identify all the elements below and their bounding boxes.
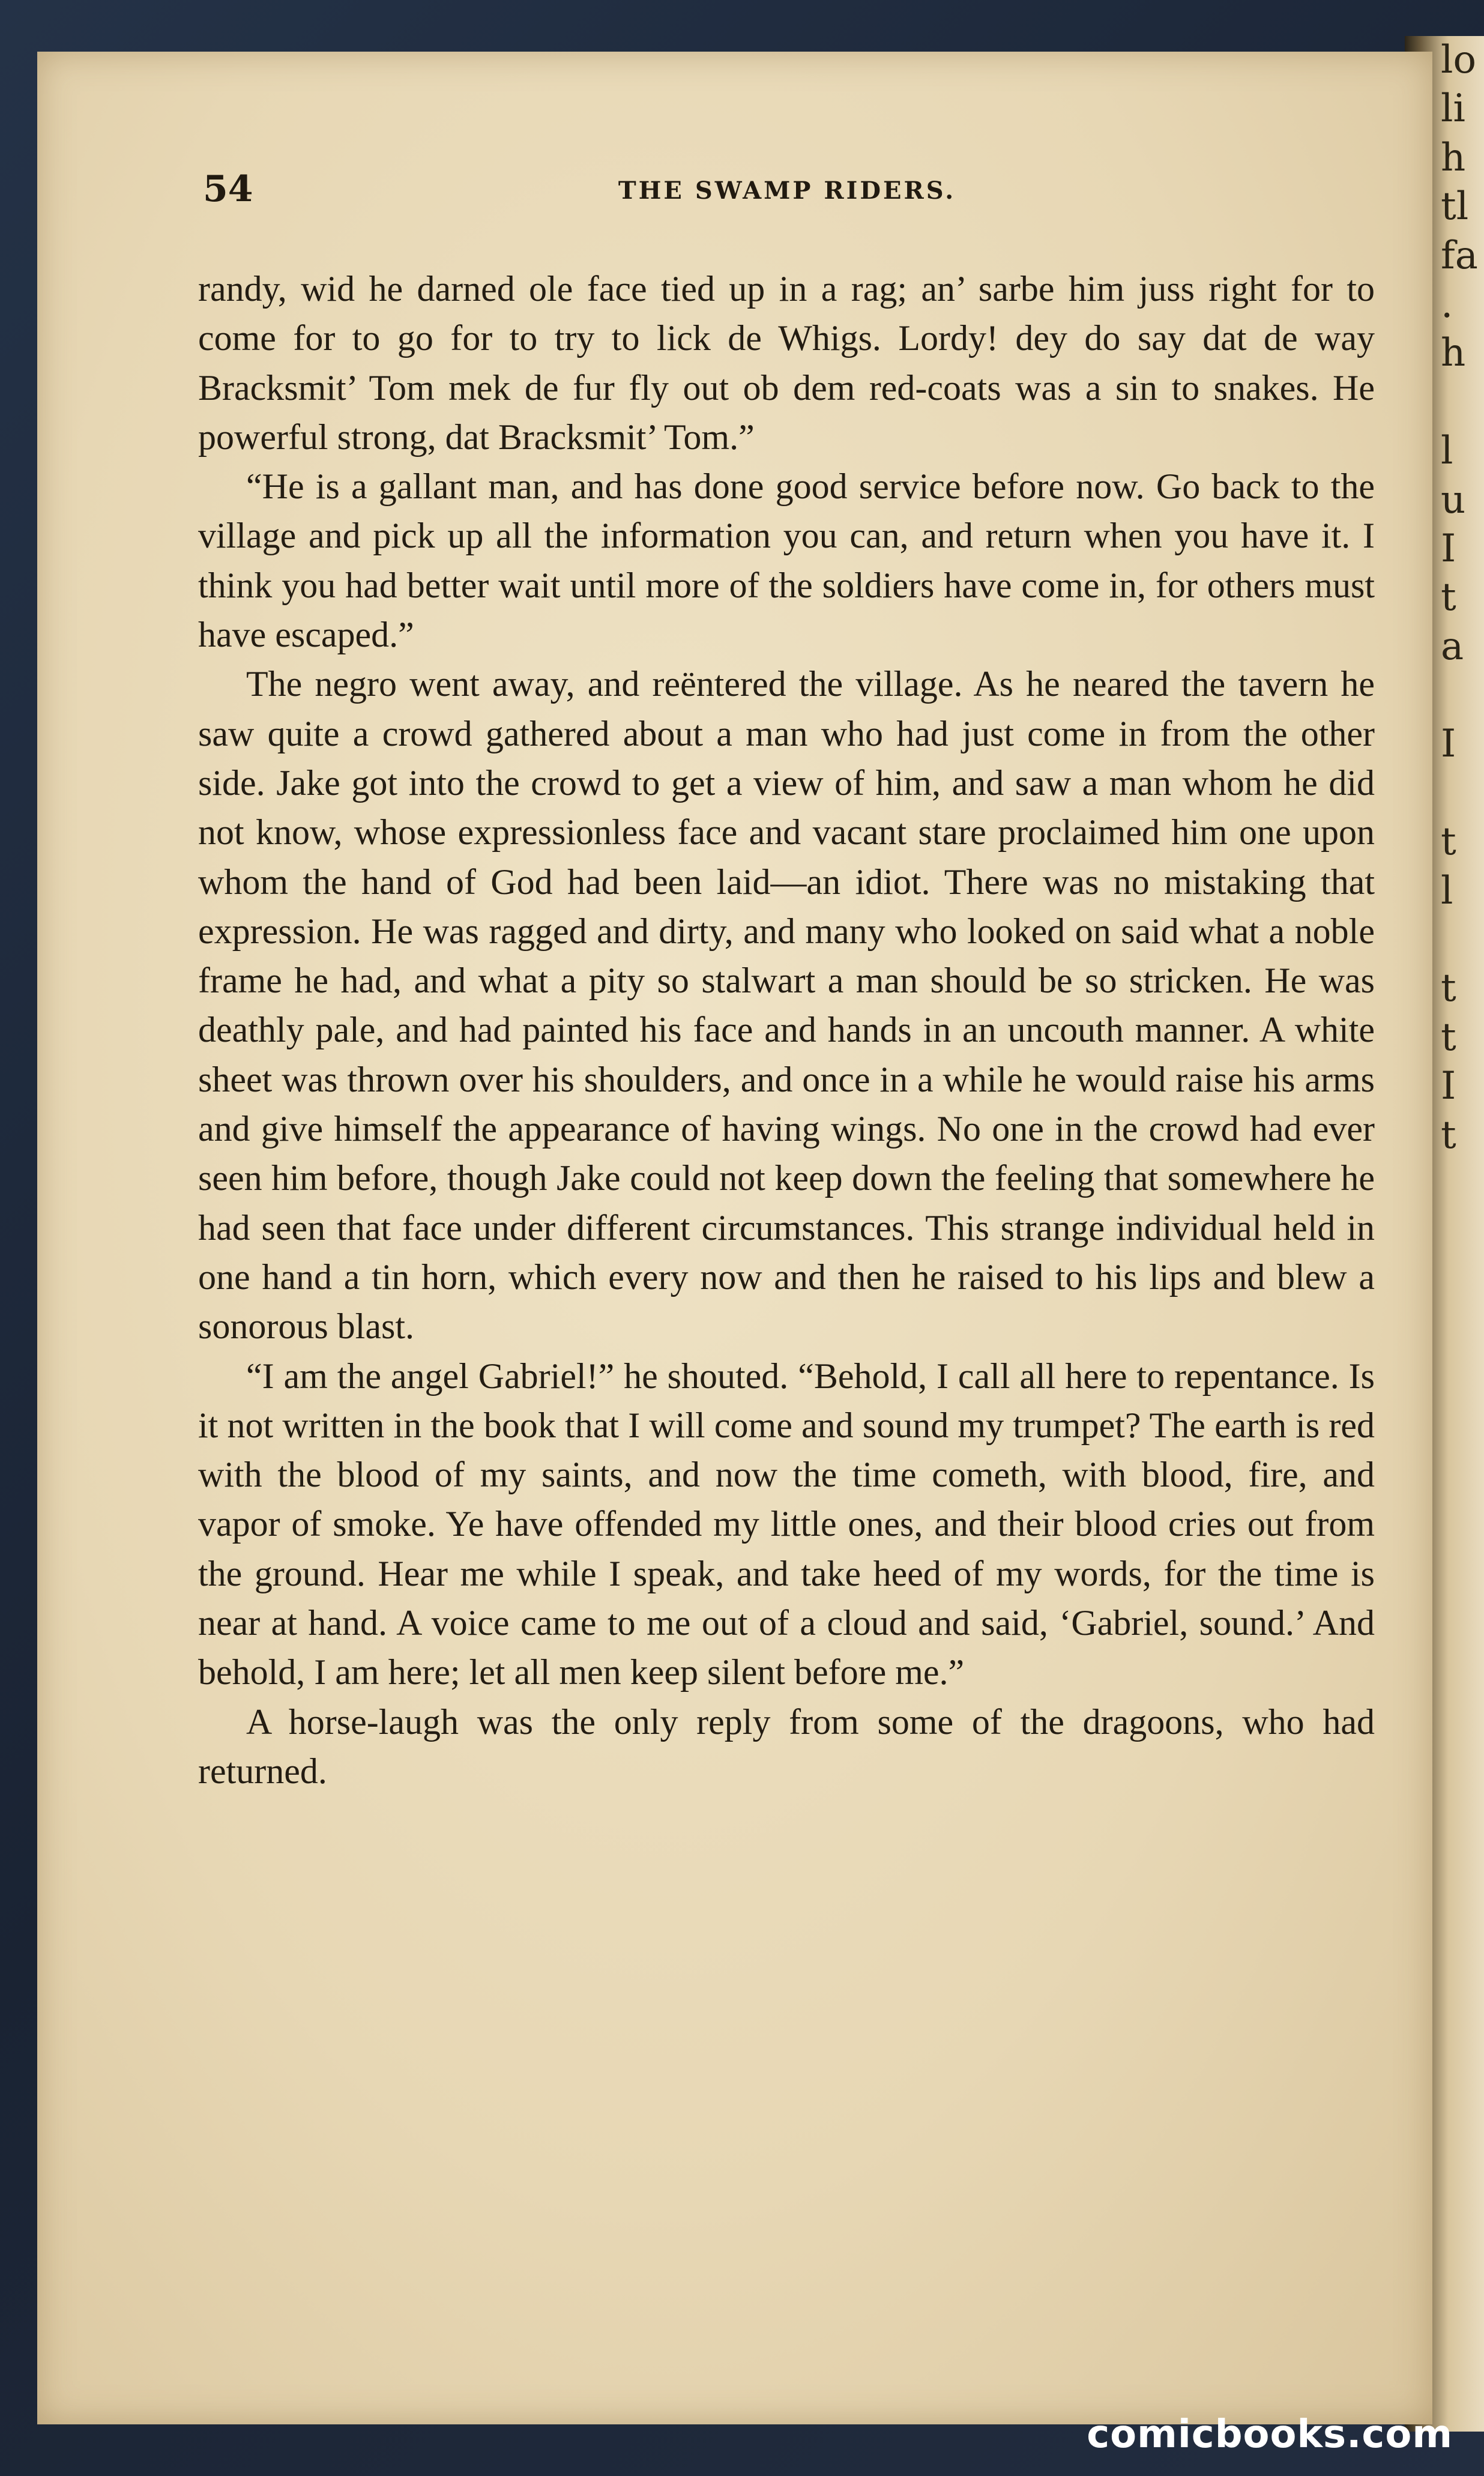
paragraph-2: “He is a gallant man, and has done good service before now. Go back to the village and pick up all the information you can, and return when you have it. I think you had better wait until more of the soldiers have come in, for others must have escaped.” [198, 467, 1375, 655]
facing-page-fragment: t [1441, 575, 1456, 620]
paragraph-5: A horse-laugh was the only reply from some of the dragoons, who had returned. [198, 1701, 1375, 1791]
site-watermark: comicbooks.com [1087, 2412, 1453, 2457]
facing-page-fragment: t [1441, 1113, 1456, 1158]
paragraph-3: The negro went away, and reëntered the village. As he neared the tavern he saw quite a crowd gathered about a man who had just come in from the other side. Jake got into the crowd to get a view of him, and saw a man whom he did not know, whose expressionless face and vacant stare proclaimed him one upon whom the hand of God had been laid—an idiot. There was no mistaking that expression. He was ragged and dirty, and many who looked on said what a noble frame he had, and what a pity so stalwart a man should be so stricken. He was deathly pale, and had painted his face and hands in an uncouth manner. A white sheet was thrown over his shoulders, and once in a while he would raise his arms and give himself the appearance of having wings. No one in the crowd had ever seen him before, though Jake could not keep down the feeling that somewhere he had seen that face under different circumstances. This strange individual held in one hand a tin horn, which every now and then he raised to his lips and blew a sonorous blast. [198, 664, 1375, 1347]
facing-page-fragment [1441, 769, 1484, 818]
facing-page-fragment: u [1441, 477, 1466, 522]
facing-page-fragment: I [1441, 1064, 1456, 1109]
page-header [203, 168, 1371, 216]
body-text [198, 264, 1375, 1796]
running-head: THE SWAMP RIDERS. [618, 177, 956, 205]
facing-page-fragment: t [1441, 966, 1456, 1011]
facing-page-fragment [1441, 378, 1484, 427]
paragraph-4: “I am the angel Gabriel!” he shouted. “Behold, I call all here to repentance. Is it not written in the book that I will come and sound my trumpet? The earth is red with the blood of my saints, and now the time cometh, with blood, fire, and vapor of smoke. Ye have offended my little ones, and their blood cries out from the ground. Hear me while I speak, and take heed of my words, for the time is near at hand. A voice came to me out of a cloud and said, ‘Gabriel, sound.’ And behold, I am here; let all men keep silent before me.” [198, 1356, 1375, 1692]
facing-page-fragment: tl [1441, 184, 1469, 229]
facing-page-fragment [1441, 916, 1484, 964]
facing-page-edge [1441, 36, 1484, 2414]
facing-page-fragment: h [1441, 331, 1466, 376]
facing-page-fragment: t [1441, 820, 1456, 865]
facing-page-fragment: h [1441, 135, 1466, 180]
facing-page-fragment: l [1441, 429, 1453, 474]
facing-page-fragment [1441, 671, 1484, 720]
paragraph-1: randy, wid he darned ole face tied up in a rag; an’ sarbe him juss right for to come for to go for to try to lick de Whigs. Lordy! dey do say dat de way Bracksmit’ Tom mek de fur fly out ob dem red-coats was a sin to snakes. He powerful strong, dat Bracksmit’ Tom.” [198, 269, 1375, 457]
facing-page-fragment: t [1441, 1015, 1456, 1060]
facing-page-fragment: a [1441, 624, 1464, 669]
facing-page-fragment: l [1441, 868, 1453, 913]
facing-page-fragment: I [1441, 526, 1456, 571]
facing-page-fragment: li [1441, 86, 1465, 131]
facing-page-fragment: lo [1441, 38, 1476, 82]
page-number: 54 [203, 168, 253, 210]
facing-page-fragment: . [1441, 282, 1453, 327]
facing-page-fragment: I [1441, 722, 1456, 767]
facing-page-fragment: fa [1441, 233, 1478, 278]
